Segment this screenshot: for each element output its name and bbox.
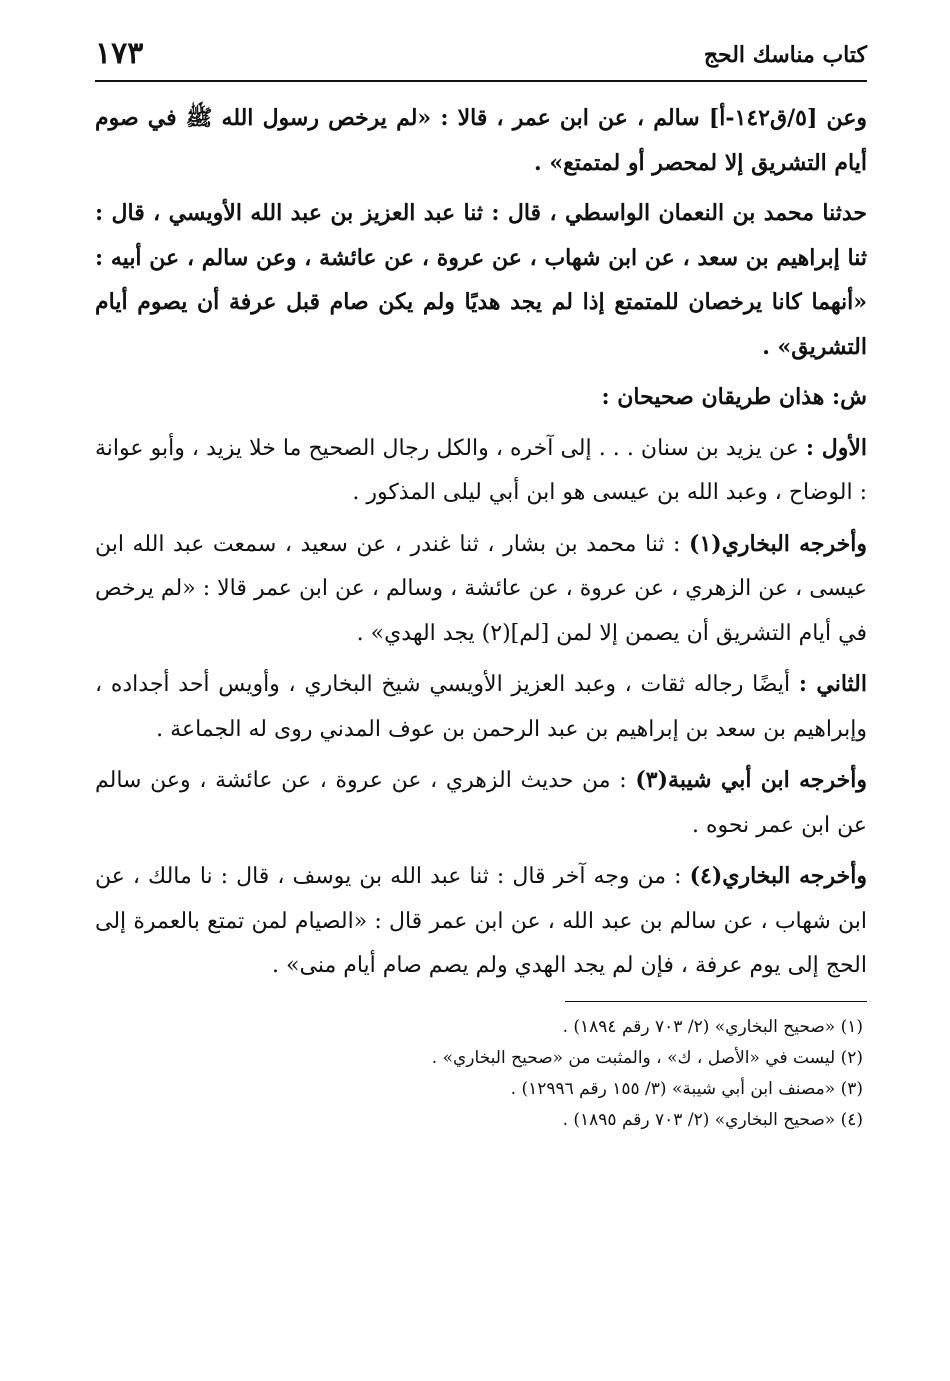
footnote-divider (565, 1001, 867, 1002)
paragraph-text: : ثنا محمد بن بشار ، ثنا غندر ، عن سعيد ، سمعت عبد الله ابن عيسى ، عن الزهري ، عن عروة ، عن عائشة ، وسالم ، عن ابن عمر قالا : «لم يرخص في أيام التشريق أن يصمن إلا لمن [لم](٢) يجد الهدي» . (95, 531, 867, 646)
running-title: كتاب مناسك الحج (703, 42, 867, 68)
paragraph-hadith-2 (95, 191, 867, 369)
paragraph-text: عن يزيد بن سنان . . . إلى آخره ، والكل رجال الصحيح ما خلا يزيد ، وأبو عوانة : الوضاح ، وعبد الله بن عيسى هو ابن أبي ليلى المذكور . (95, 435, 867, 505)
paragraph-text: وعن [٥/ق١٤٢-أ] سالم ، عن ابن عمر ، قالا : «لم يرخص رسول الله ﷺ في صوم أيام التشريق إلا لمحصر أو لمتمتع» . (95, 105, 867, 176)
page-body (95, 96, 867, 989)
paragraph-text: حدثنا محمد بن النعمان الواسطي ، قال : ثنا عبد العزيز بن عبد الله الأويسي ، قال : ثنا إبراهيم بن سعد ، عن ابن شهاب ، عن عروة ، عن عائشة ، وعن سالم ، عن أبيه : «أنهما كانا يرخصان للمتمتع إذا لم يجد هديًا ولم يكن صام قبل عرفة أن يصوم أيام التشريق» . (95, 200, 867, 360)
paragraph-text: : من وجه آخر قال : ثنا عبد الله بن يوسف ، قال : نا مالك ، عن ابن شهاب ، عن سالم بن عبد الله ، عن ابن عمر قال : «الصيام لمن تمتع بالعمرة إلى الحج إلى يوم عرفة ، فإن لم يجد الهدي ولم يصم صام أيام منى» . (95, 864, 867, 978)
paragraph-lead: الأول : (805, 434, 867, 461)
book-page (95, 28, 867, 1136)
paragraph-bukhari-1 (95, 522, 867, 657)
footnote-3: (٣) «مصنف ابن أبي شيبة» (٣/ ١٥٥ رقم ١٢٩٩٦) . (510, 1078, 863, 1099)
footnotes (95, 1012, 867, 1136)
paragraph-commentary-heading (95, 375, 867, 420)
paragraph-text: : من حديث الزهري ، عن عروة ، عن عائشة ، وعن سالم عن ابن عمر نحوه . (95, 768, 867, 838)
footnote-2: (٢) ليست في «الأصل ، ك» ، والمثبت من «صحيح البخاري» . (431, 1047, 863, 1068)
paragraph-lead: الثاني : (798, 671, 867, 697)
paragraph-bukhari-2 (95, 854, 867, 989)
paragraph-lead: وأخرجه البخاري(٤) (689, 863, 867, 889)
paragraph-text: ش: هذان طريقان صحيحان : (601, 384, 867, 410)
paragraph-text: أيضًا رجاله ثقات ، وعبد العزيز الأويسي شيخ البخاري ، وأويس أحد أجداده ، وإبراهيم بن سعد بن إبراهيم بن عبد الرحمن بن عوف المدني روى له الجماعة . (95, 672, 867, 742)
page-header (95, 28, 867, 82)
paragraph-hadith-1 (95, 96, 867, 185)
paragraph-ibn-abi-shayba (95, 758, 867, 848)
footnote-1: (١) «صحيح البخاري» (٢/ ٧٠٣ رقم ١٨٩٤) . (562, 1016, 863, 1037)
paragraph-lead: وأخرجه ابن أبي شيبة(٣) (635, 767, 867, 793)
footnote-4: (٤) «صحيح البخاري» (٢/ ٧٠٣ رقم ١٨٩٥) . (562, 1109, 863, 1130)
paragraph-first-chain (95, 426, 867, 516)
paragraph-second-chain (95, 662, 867, 752)
paragraph-lead: وأخرجه البخاري(١) (689, 530, 868, 557)
page-number: ١٧٣ (95, 36, 144, 71)
